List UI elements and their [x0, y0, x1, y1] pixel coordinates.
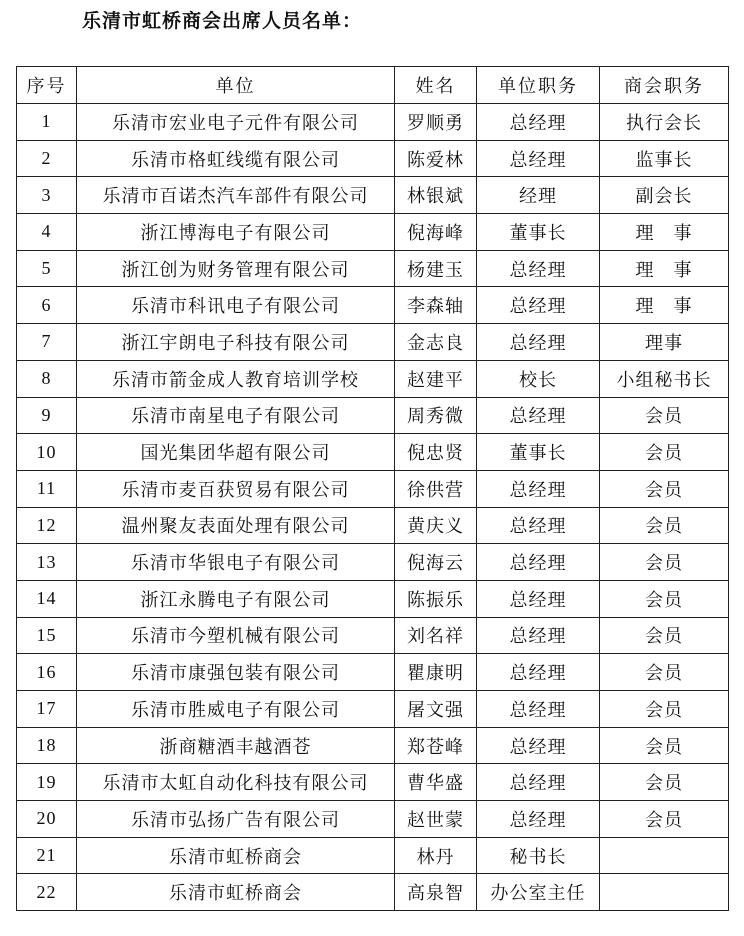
table-row: [17, 287, 729, 324]
table-row: [17, 544, 729, 581]
cell-unit: 乐清市虹桥商会: [77, 837, 395, 874]
cell-no: 21: [17, 837, 77, 874]
cell-unit-title: 总经理: [477, 470, 600, 507]
header-name: 姓名: [395, 67, 477, 104]
cell-unit-title: 总经理: [477, 397, 600, 434]
cell-chamber-role: 监事长: [600, 140, 729, 177]
cell-name: 郑苍峰: [395, 727, 477, 764]
cell-no: 11: [17, 470, 77, 507]
cell-no: 20: [17, 801, 77, 838]
cell-unit: 乐清市康强包装有限公司: [77, 654, 395, 691]
cell-chamber-role: 理 事: [600, 214, 729, 251]
cell-chamber-role: [600, 837, 729, 874]
cell-name: 屠文强: [395, 691, 477, 728]
cell-no: 9: [17, 397, 77, 434]
cell-unit: 乐清市南星电子有限公司: [77, 397, 395, 434]
cell-unit-title: 董事长: [477, 214, 600, 251]
table-row: [17, 654, 729, 691]
cell-unit: 乐清市胜威电子有限公司: [77, 691, 395, 728]
cell-name: 徐供营: [395, 470, 477, 507]
cell-no: 16: [17, 654, 77, 691]
cell-unit: 乐清市百诺杰汽车部件有限公司: [77, 177, 395, 214]
cell-unit: 乐清市华银电子有限公司: [77, 544, 395, 581]
cell-chamber-role: 理事: [600, 324, 729, 361]
cell-no: 10: [17, 434, 77, 471]
cell-unit-title: 董事长: [477, 434, 600, 471]
cell-unit: 浙江永腾电子有限公司: [77, 580, 395, 617]
cell-unit-title: 总经理: [477, 250, 600, 287]
table-row: [17, 617, 729, 654]
cell-unit: 浙商糖酒丰越酒苍: [77, 727, 395, 764]
cell-name: 李森轴: [395, 287, 477, 324]
header-no: 序号: [17, 67, 77, 104]
cell-chamber-role: 理 事: [600, 250, 729, 287]
cell-no: 19: [17, 764, 77, 801]
cell-name: 杨建玉: [395, 250, 477, 287]
cell-name: 曹华盛: [395, 764, 477, 801]
cell-no: 4: [17, 214, 77, 251]
table-row: [17, 727, 729, 764]
table-header-row: [17, 67, 729, 104]
cell-name: 倪忠贤: [395, 434, 477, 471]
cell-no: 1: [17, 104, 77, 141]
cell-unit-title: 总经理: [477, 654, 600, 691]
cell-no: 13: [17, 544, 77, 581]
table-row: [17, 470, 729, 507]
cell-name: 高泉智: [395, 874, 477, 911]
cell-unit-title: 秘书长: [477, 837, 600, 874]
cell-name: 金志良: [395, 324, 477, 361]
cell-name: 倪海峰: [395, 214, 477, 251]
cell-chamber-role: [600, 874, 729, 911]
cell-name: 林丹: [395, 837, 477, 874]
cell-unit-title: 总经理: [477, 140, 600, 177]
cell-chamber-role: 理 事: [600, 287, 729, 324]
cell-unit: 乐清市麦百获贸易有限公司: [77, 470, 395, 507]
cell-unit-title: 经理: [477, 177, 600, 214]
cell-unit: 乐清市太虹自动化科技有限公司: [77, 764, 395, 801]
document-title: 乐清市虹桥商会出席人员名单：: [82, 10, 363, 32]
cell-no: 6: [17, 287, 77, 324]
table-row: [17, 434, 729, 471]
cell-unit-title: 总经理: [477, 544, 600, 581]
cell-no: 18: [17, 727, 77, 764]
cell-name: 周秀微: [395, 397, 477, 434]
cell-name: 林银斌: [395, 177, 477, 214]
cell-unit: 国光集团华超有限公司: [77, 434, 395, 471]
table-row: [17, 580, 729, 617]
cell-chamber-role: 会员: [600, 434, 729, 471]
attendee-table: [16, 66, 729, 911]
header-unit: 单位: [77, 67, 395, 104]
cell-chamber-role: 会员: [600, 544, 729, 581]
cell-unit-title: 总经理: [477, 287, 600, 324]
table-row: [17, 250, 729, 287]
cell-chamber-role: 执行会长: [600, 104, 729, 141]
cell-name: 倪海云: [395, 544, 477, 581]
cell-unit-title: 总经理: [477, 727, 600, 764]
cell-name: 瞿康明: [395, 654, 477, 691]
cell-no: 3: [17, 177, 77, 214]
cell-no: 12: [17, 507, 77, 544]
cell-chamber-role: 会员: [600, 764, 729, 801]
cell-unit: 乐清市弘扬广告有限公司: [77, 801, 395, 838]
cell-unit: 乐清市科讯电子有限公司: [77, 287, 395, 324]
cell-unit-title: 校长: [477, 360, 600, 397]
table-row: [17, 104, 729, 141]
cell-unit-title: 总经理: [477, 580, 600, 617]
cell-no: 7: [17, 324, 77, 361]
cell-chamber-role: 会员: [600, 617, 729, 654]
table-body: [17, 104, 729, 911]
cell-name: 黄庆义: [395, 507, 477, 544]
cell-unit-title: 总经理: [477, 104, 600, 141]
cell-unit: 浙江博海电子有限公司: [77, 214, 395, 251]
cell-unit-title: 总经理: [477, 617, 600, 654]
table-row: [17, 874, 729, 911]
cell-unit: 乐清市格虹线缆有限公司: [77, 140, 395, 177]
cell-unit: 乐清市箭金成人教育培训学校: [77, 360, 395, 397]
table-row: [17, 801, 729, 838]
cell-chamber-role: 会员: [600, 507, 729, 544]
cell-unit: 浙江创为财务管理有限公司: [77, 250, 395, 287]
cell-name: 罗顺勇: [395, 104, 477, 141]
cell-unit: 乐清市虹桥商会: [77, 874, 395, 911]
cell-name: 刘名祥: [395, 617, 477, 654]
cell-no: 5: [17, 250, 77, 287]
cell-no: 17: [17, 691, 77, 728]
table-row: [17, 140, 729, 177]
cell-chamber-role: 会员: [600, 654, 729, 691]
cell-no: 14: [17, 580, 77, 617]
cell-chamber-role: 小组秘书长: [600, 360, 729, 397]
cell-unit-title: 总经理: [477, 324, 600, 361]
cell-chamber-role: 会员: [600, 580, 729, 617]
table-row: [17, 397, 729, 434]
cell-unit-title: 总经理: [477, 764, 600, 801]
cell-chamber-role: 会员: [600, 801, 729, 838]
header-chamber-role: 商会职务: [600, 67, 729, 104]
cell-unit: 温州聚友表面处理有限公司: [77, 507, 395, 544]
table-row: [17, 764, 729, 801]
cell-no: 2: [17, 140, 77, 177]
table-row: [17, 214, 729, 251]
cell-unit-title: 办公室主任: [477, 874, 600, 911]
table-row: [17, 177, 729, 214]
cell-chamber-role: 会员: [600, 397, 729, 434]
cell-chamber-role: 会员: [600, 470, 729, 507]
cell-chamber-role: 会员: [600, 727, 729, 764]
table-row: [17, 324, 729, 361]
table-row: [17, 837, 729, 874]
table-row: [17, 691, 729, 728]
cell-unit-title: 总经理: [477, 691, 600, 728]
cell-name: 赵世蒙: [395, 801, 477, 838]
cell-chamber-role: 副会长: [600, 177, 729, 214]
cell-unit: 乐清市宏业电子元件有限公司: [77, 104, 395, 141]
table-row: [17, 507, 729, 544]
cell-unit: 乐清市今塑机械有限公司: [77, 617, 395, 654]
header-unit-title: 单位职务: [477, 67, 600, 104]
cell-name: 陈爱林: [395, 140, 477, 177]
cell-no: 22: [17, 874, 77, 911]
cell-no: 8: [17, 360, 77, 397]
table-row: [17, 360, 729, 397]
cell-unit-title: 总经理: [477, 507, 600, 544]
cell-no: 15: [17, 617, 77, 654]
cell-name: 赵建平: [395, 360, 477, 397]
cell-unit-title: 总经理: [477, 801, 600, 838]
cell-name: 陈振乐: [395, 580, 477, 617]
cell-unit: 浙江宇朗电子科技有限公司: [77, 324, 395, 361]
cell-chamber-role: 会员: [600, 691, 729, 728]
